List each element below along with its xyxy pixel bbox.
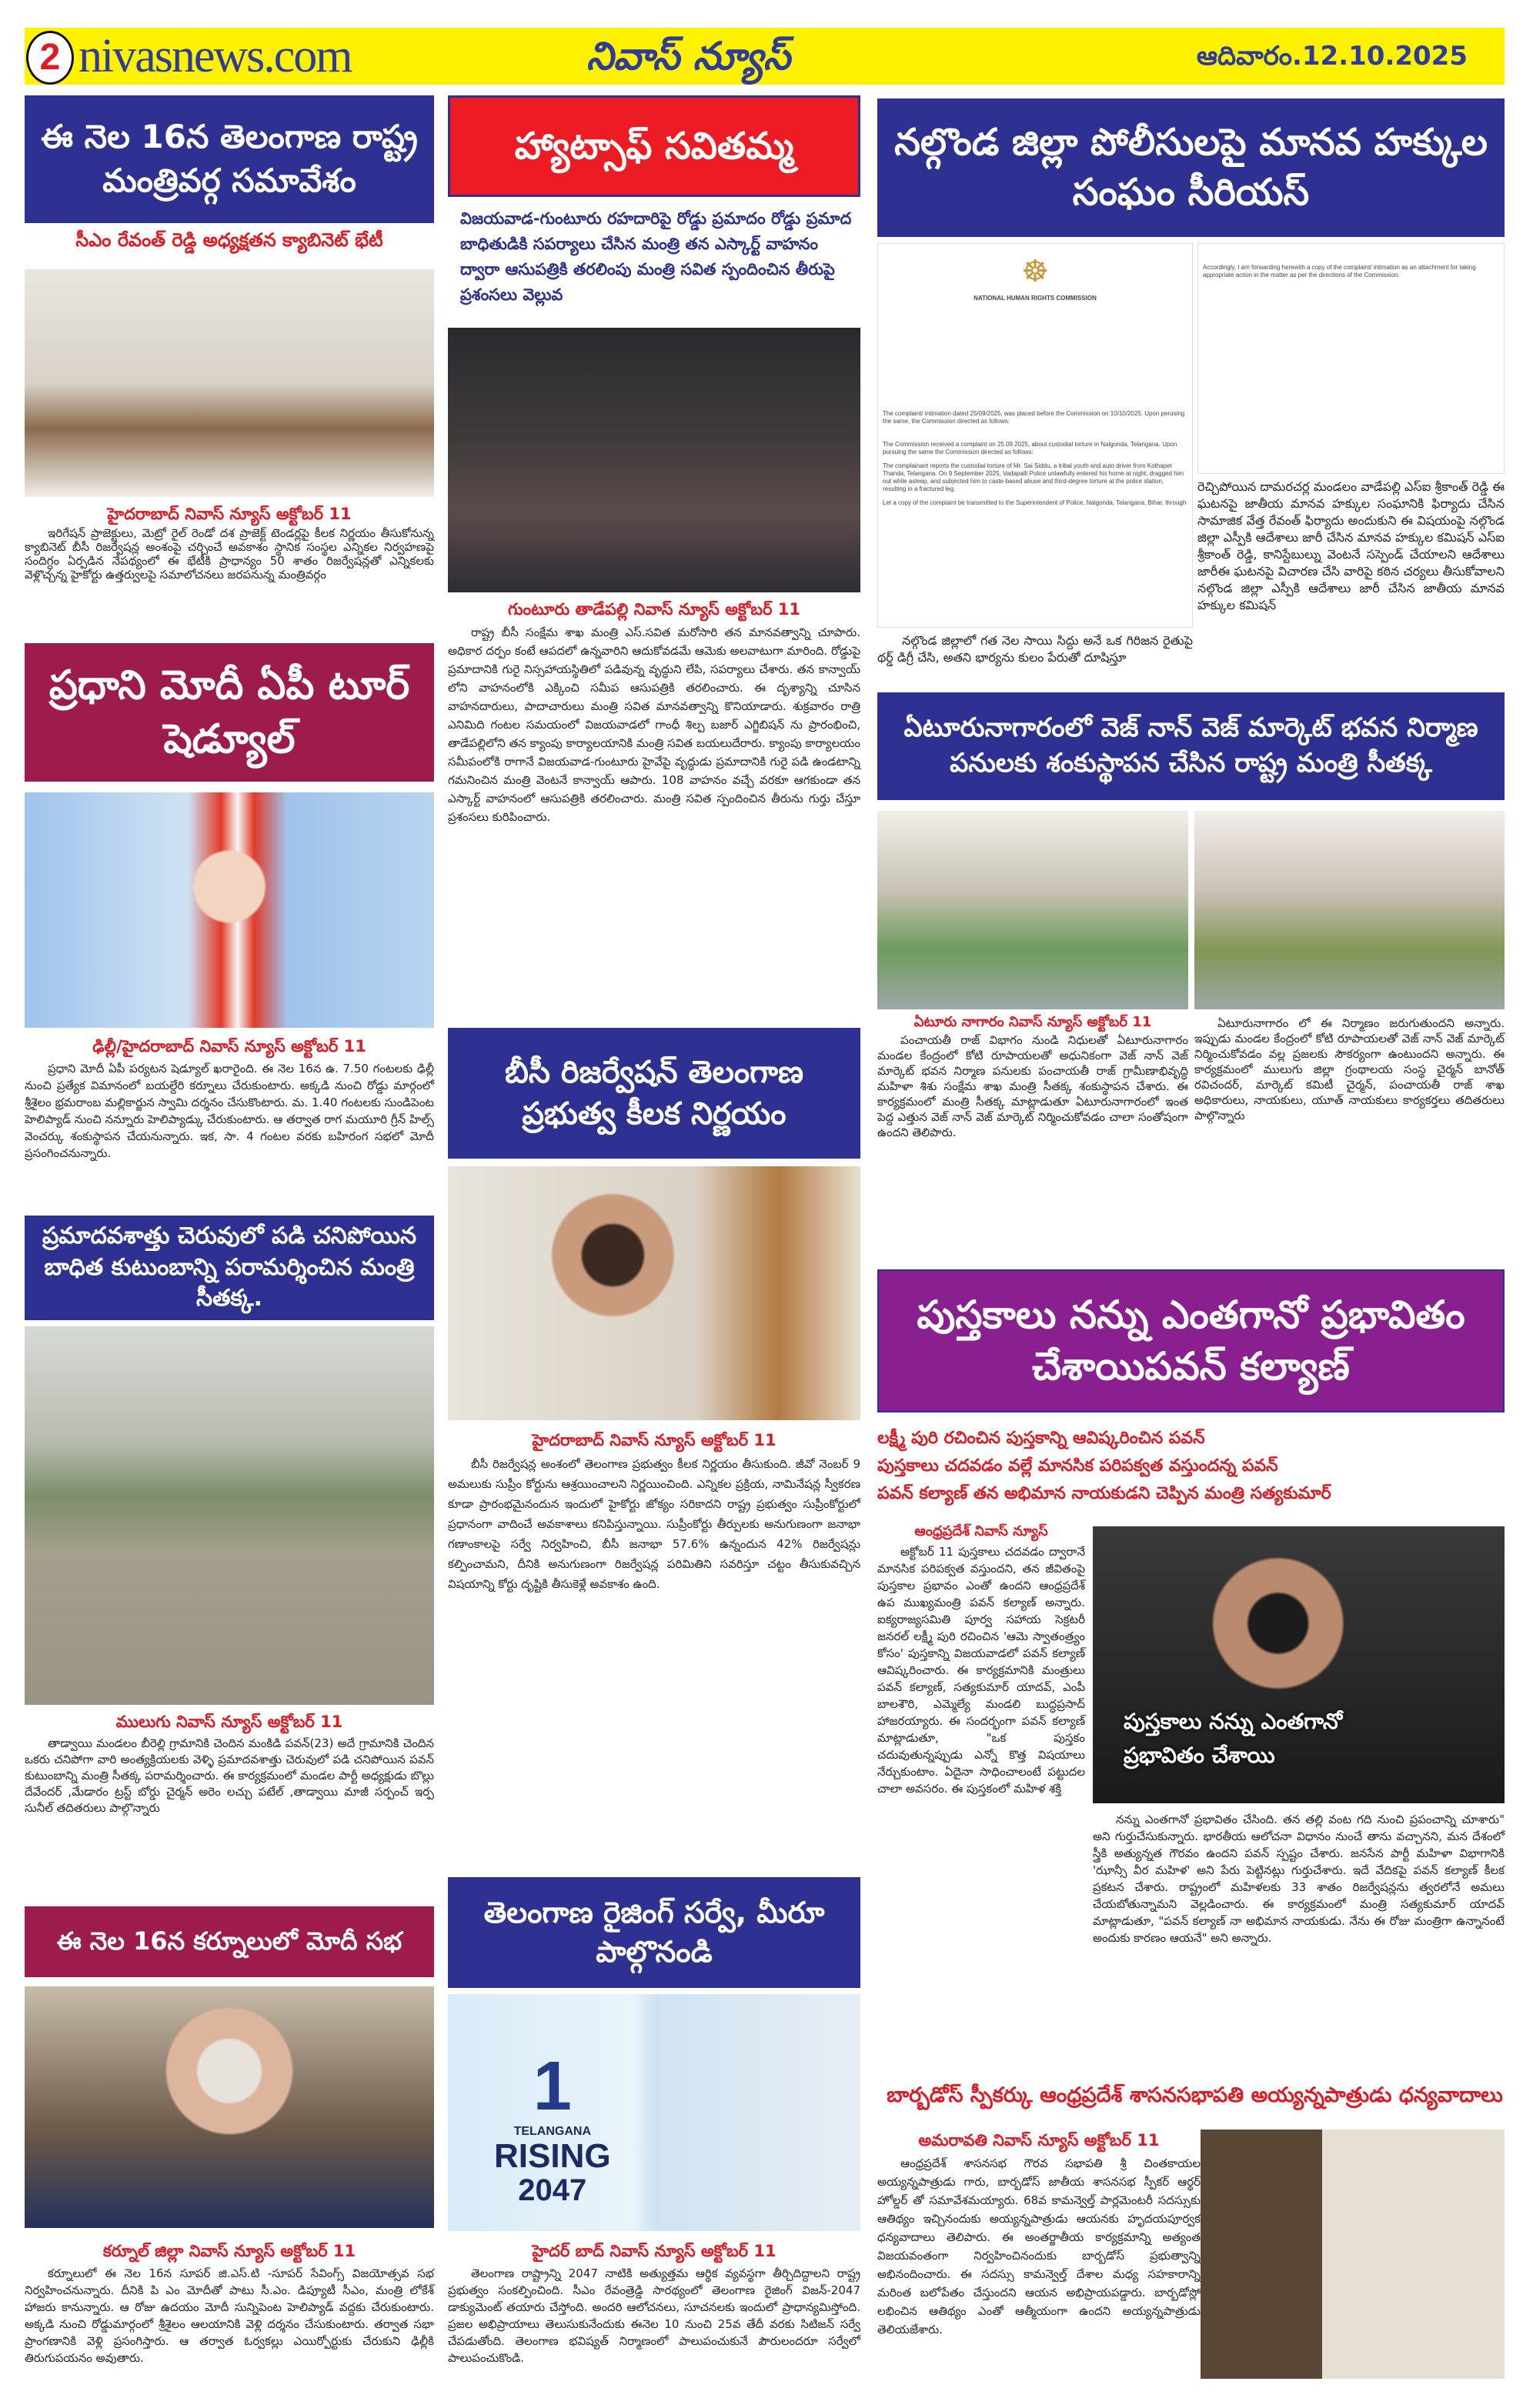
masthead: [25, 28, 1505, 85]
dateline: అమరావతి నివాస్ న్యూస్ అక్టోబర్ 11: [918, 2131, 1160, 2150]
dateline: కర్నూల్ జిల్లా నివాస్ న్యూస్ అక్టోబర్ 11: [102, 2242, 356, 2260]
nhrc-para: The Commission received a complaint on 25.09.2025, about custodial torture in Nalgonda, Telangana. Upon pursuing the same the Commission directed as follows:: [883, 441, 1177, 455]
nhrc-org-name: NATIONAL HUMAN RIGHTS COMMISSION: [974, 295, 1097, 302]
nhrc-letter-page2-image: [1197, 243, 1505, 474]
article-body: ఆంధ్రప్రదేశ్ శాసనసభ గౌరవ సభాపతి శ్రీ చింతకాయల అయ్యన్నపాత్రుడు గారు, బార్బడోస్ జాతీయ శాసనసభ స్పీకర్ ఆర్థర్ హోల్డర్ తో సమావేశమయ్యారు. 68వ కామన్వెల్త్ పార్లమెంటరీ సదస్సుకు ఆతిథ్యం ఇచ్చినందుకు అయ్యన్నపాత్రుడు ఆయనకు హృదయపూర్వక ధన్యవాదాలు తెలిపారు. ఈ అంతర్జాతీయ కార్యక్రమాన్ని అత్యంత విజయవంతంగా నిర్వహించినందుకు బార్బడోస్ ప్రభుత్వాన్ని అభినందించారు. ఈ సదస్సు కామన్వెల్త్ దేశాల మధ్య సహకారాన్ని మరింత బలోపేతం చేస్తుందని ఆయన అభిప్రాయపడ్డారు. బార్బడోస్లో లభించిన ఆతిథ్యం ఎంతో ఆత్మీయంగా ఉందని అయ్యన్నపాత్రుడు తెలియజేశారు.: [877, 2156, 1201, 2336]
dateline: ఢిల్లీ/హైదరాబాద్ నివాస్ న్యూస్ అక్టోబర్ 11: [92, 1037, 366, 1056]
telangana-rising-image: [448, 1994, 860, 2231]
article-body: ఇరిగేషన్ ప్రాజెక్టులు, మెట్రో రైల్ రెండో దశ ప్రాజెక్ట్ టెండర్లపై కీలక నిర్ణయం తీసుకోనున్న క్యాబినెట్ బీసీ రిజర్వేషన్ల అంశంపై చర్చించే అవకాశం స్థానిక సంస్థల ఎన్నికల నిర్వహణపై సందిగ్ధం ఏర్పడిన నేపథ్యంలో ఈ భేటీకి ప్రాధాన్యం 50 శాతం రిజర్వేషన్లతో ఎన్నికలకు వెళ్లొచ్చన్న హైకోర్టు ఉత్తర్వులపై సమాలోచనలు జరపనున్న మంత్రివర్గం: [25, 526, 434, 582]
dateline: హైదర్ బాద్ నివాస్ న్యూస్ అక్టోబర్ 11: [532, 2242, 777, 2260]
article-body: తాడ్వాయి మండలం బీరెల్లి గ్రామానికి చెందిన మంకిడి పవన్(23) అదే గ్రామానికి చెందిన ఒకరు చనిపోగా వారి అంత్యక్రియలకు వెళ్ళి ప్రమాదవశాత్తు చెరువులో పడి చనిపోయిన పవన్ కుటుంబాన్ని మంత్రి సీతక్క పరామర్శించారు. ఈ కార్యక్రమంలో మండల పార్టీ అధ్యక్షుడు బొల్లు దేవేందర్ ,మేడారం ట్రస్ట్ బోర్డు చైర్మన్ అరెం లచ్చు పటేల్ ,తాడ్వాయి మాజీ సర్పంచ్ ఇర్ప సునీల్ తదితరులు పాల్గొన్నారు: [25, 1736, 434, 1815]
dateline: ఆంధ్రప్రదేశ్ నివాస్ న్యూస్: [914, 1523, 1048, 1539]
seethakka-speech-photo: [877, 811, 1188, 1009]
headline-bc-reservation: బీసీ రిజర్వేషన్ తెలంగాణ ప్రభుత్వ కీలక నిర్ణయం: [448, 1028, 860, 1159]
article-body: ప్రధాని మోదీ ఏపీ పర్యటన షెడ్యూల్ ఖరారైంది. ఈ నెల 16న ఉ. 7.50 గంటలకు ఢిల్లీ నుంచి ప్రత్యేక విమానంలో బయల్దేరి కర్నూలు చేరుకుంటారు. అక్కడి నుంచి రోడ్డు మార్గంలో శ్రీశైలం భ్రమరాంబ మల్లికార్జున స్వామి దర్శనం చేసుకొంటారు. మ. 1.40 గంటలకు సుండిపెంట హెలిప్యాడ్ నుంచి నన్నూరు హెలిప్యాడ్కు చేరుకుంటారు. ఆ తర్వాత రాగ మయూరి గ్రీన్ హిల్స్ వెంచర్కు శంకుస్థాపన చేయనున్నారు. ఇక, సా. 4 గంటల వరకు బహిరంగ సభలో మోదీ ప్రసంగించనున్నారు.: [25, 1062, 434, 1160]
road-accident-photo: [448, 328, 860, 592]
headline-nhrc-nalgonda: నల్గొండ జిల్లా పోలీసులపై మానవ హక్కుల సంఘం సీరియస్: [877, 98, 1505, 237]
headline-modi-kurnool-rally: ఈ నెల 16న కర్నూలులో మోదీ సభ: [25, 1906, 434, 1977]
subhead-savitha: విజయవాడ-గుంటూరు రహదారిపై రోడ్డు ప్రమాదం రోడ్డు ప్రమాద బాధితుడికి సపర్యాలు చేసిన మంత్రి తన ఎస్కార్ట్ వాహనం ద్వారా ఆసుపత్రికి తరలింపు మంత్రి సవిత స్పందించిన తీరుపై ప్రశంసలు వెల్లువ: [460, 209, 852, 304]
speakers-meeting-photo: [1201, 2130, 1505, 2379]
foundation-stone-photo: [1194, 811, 1505, 1009]
revanth-reddy-photo: [448, 1166, 860, 1420]
dateline: ఏటూరు నాగారం నివాస్ న్యూస్ అక్టోబర్ 11: [913, 1014, 1152, 1030]
pawan-sublines: [877, 1425, 1505, 1508]
nhrc-para: The complainant reports the custodial torture of Mr. Sai Siddu, a tribal youth and auto driver from Kothapet Thanda, Telangana. On 9 September 2025, Vadapalli Police unlawfully entered his home at night, dragged him out while asleep, and subjected him to caste-based abuse and third-degree torture at the police station, resulting in a fractured leg.: [883, 462, 1184, 492]
site-name: nivasnews.com: [78, 30, 352, 82]
nhrc-letter-image: [877, 243, 1193, 628]
rising-logo-top: TELANGANA: [513, 2125, 591, 2138]
article-body: ఏటూరునాగారం లో ఈ నిర్మాణం జరుగుతుందని అన్నారు. ఇప్పుడు మండల కేంద్రంలో కోటి రూపాయలతో వెజ్ నాన్ వెజ్ మార్కెట్ నిర్మించుకోవడం వల్ల ప్రజలకు సౌకర్యంగా ఉంటుందని అన్నారు. ఈ కార్యక్రమంలో ములుగు జిల్లా గ్రంథాలయ సంస్థ చైర్మన్ బానోత్ రవిచందర్, మార్కెట్ కమిటీ చైర్మన్, పంచాయతీ రాజ్ శాఖ అధికారులు, నాయకులు, యూత్ నాయకులు కార్యకర్తలు తదితరులు పాల్గొన్నారు: [1194, 1016, 1505, 1122]
nhrc-para: The complaint/ intimation dated 25/09/2025, was placed before the Commission on 10/10/2025. Upon perusing the same, the Commission directed as follows:: [883, 410, 1185, 425]
modi-portrait-photo: [25, 1986, 434, 2228]
village-visit-photo: [25, 1326, 434, 1705]
nhrc-para: Let a copy of the complaint be transmitted to the Superintendent of Police, Nalgonda, Telangana, Bihar, through: [883, 499, 1187, 506]
rising-logo-middle: RISING: [494, 2137, 611, 2175]
headline-modi-ap-tour: ప్రధాని మోదీ ఏపీ టూర్ షెడ్యూల్: [25, 643, 434, 782]
headline-eturnagaram-market: ఏటూరునాగారంలో వెజ్ నాన్ వెజ్ మార్కెట్ భవన నిర్మాణ పనులకు శంకుస్థాపన చేసిన రాష్ట్ర మంత్రి సీతక్క: [877, 692, 1505, 800]
headline-telangana-rising-survey: తెలంగాణ రైజింగ్ సర్వే, మీరూ పాల్గొనండి: [448, 1877, 860, 1988]
headline-ayyanna-barbados: బార్బడోస్ స్పీకర్కు ఆంధ్రప్రదేశ్ శాసనసభాపతి అయ్యన్నపాత్రుడు ధన్యవాదాలు: [887, 2083, 1503, 2107]
headline-hatsoff-savitamma: హ్యాట్సాఫ్ సవితమ్మ: [448, 95, 860, 197]
dateline: హైదరాబాద్ నివాస్ న్యూస్ అక్టోబర్ 11: [532, 1431, 777, 1449]
article-body: తెలంగాణ రాష్ట్రాన్ని 2047 నాటికి అత్యుత్తమ ఆర్థిక వ్యవస్థగా తీర్చిదిద్దాలని రాష్ట్ర ప్రభుత్వం సంకల్పించింది. సీఎం రేవంత్రెడ్డి సారథ్యంలో తెలంగాణ రైజింగ్ విజన్-2047 డాక్యుమెంట్ తయారు చేస్తోంది. అందరి ఆలోచనలు, సూచనలకు ఇందులో ప్రాధాన్యమిస్తోంది. ప్రజల అభిప్రాయాలు తెలుసుకునేందుకు ఈనెల 10 నుంచి 25వ తేదీ వరకు సిటిజన్ సర్వే చేపడుతోంది. తెలంగాణ భవిష్యత్ నిర్మాణంలో పాలుపంచుకునే పౌరులందరూ సర్వేలో పాలుపంచుకొండి.: [448, 2266, 860, 2365]
subline: పవన్ కల్యాణ్ తన అభిమాన నాయకుడని చెప్పిన మంత్రి సత్యకుమార్: [877, 1484, 1331, 1503]
headline-pawan-books: పుస్తకాలు నన్ను ఎంతగానో ప్రభావితం చేశాయిపవన్ కల్యాణ్: [877, 1269, 1505, 1412]
article-body: నల్గొండ జిల్లాలో గత నెల సాయి సిద్దు అనే ఒక గిరిజన రైతుపై థర్డ్ డిగ్రీ చేసి, అతని భార్యను కులం పేరుతో దూషిస్తూ: [877, 633, 1193, 665]
article-body: కర్నూలులో ఈ నెల 16న సూపర్ జి.ఎస్.టి -సూపర్ సేవింగ్స్ విజయోత్సవ సభ నిర్వహించనున్నారు. దీనికి పి ఎం మోదీతో పాటు సీ.ఎం. డిప్యూటీ సీఎం, మంత్రి లోకేశ్ హాజరు కానున్నారు. ఆ రోజు ఉదయం మోదీ సున్నిపెంట హెలిప్యాడ్ వద్దకు చేరుకుంటారు. అక్కడి నుంచి రోడ్డుమార్గంలో శ్రీశైలం ఆలయానికి వెళ్లి దర్శనం చేసుకుంటారు. తర్వాత సభా ప్రాంగణానికి వెళ్లి ప్రసంగిస్తారు. ఆ తర్వాత ఓర్వకల్లు ఎయిర్పోర్టుకు చేరుకుని ఢిల్లీకి తిరుగుపయనం అవుతారు.: [25, 2266, 434, 2365]
dateline: గుంటూరు తాడేపల్లి నివాస్ న్యూస్ అక్టోబర్ 11: [508, 600, 800, 619]
article-body: రెచ్చిపోయిన దామరచర్ల మండలం వాడేపల్లి ఎస్ఐ శ్రీకాంత్ రెడ్డి ఈ ఘటనపై జాతీయ మానవ హక్కుల సంఘానికి ఫిర్యాదు చేసిన సామాజిక వేత్త రేవంత్ ఫిర్యాదు అందుకుని ఈ విషయంపై నల్గొండ జిల్లా ఎస్పీకి ఆదేశాలు జారీ చేసిన మానవ హక్కుల కమిషన్ ఎస్ఐ శ్రీకాంత్ రెడ్డి, కానిస్టేబుల్ను వెంటనే సస్పెండ్ చేయాలని ఆదేశాలు జారీఈ ఘటనపై విచారణ చేసి వారిపై కఠిన చర్యలు తీసుకోవాలని నల్గొండ జిల్లా ఎస్పీకి ఆదేశాలు జారీ చేసిన జాతీయ మానవ హక్కుల కమిషన్: [1197, 479, 1505, 612]
article-body: పంచాయతీ రాజ్ విభాగం నుండి నిధులతో ఏటూరునాగారం మండల కేంద్రంలో కోటి రూపాయలతో అధునికంగా వెజ్ నాన్ వెజ్ మార్కెట్ భవన నిర్మాణ పనులకు పంచాయతీ రాజ్ గ్రామీణాభివృద్ధి మహిళా శిశు సంక్షేమ శాఖ మంత్రి సీతక్క శంకుస్థాపన చేశారు. ఈ కార్యక్రమంలో మంత్రి సీతక్క మాట్లాడుతూ ఏటూరునాగారంలో ఇంత పెద్ద ఎత్తున వెజ్ నాన్ వెజ్ మార్కెట్ నిర్మించుకోవడం చాలా సంతోషంగా ఉందని తెలిపారు.: [877, 1033, 1188, 1139]
telangana-rising-logo: [494, 2048, 611, 2206]
modi-waving-photo: [25, 792, 434, 1028]
subline: లక్ష్మీ పురి రచించిన పుస్తకాన్ని ఆవిష్కరించిన పవన్: [877, 1429, 1205, 1448]
dateline: హైదరాబాద్ నివాస్ న్యూస్ అక్టోబర్ 11: [107, 505, 352, 523]
subhead-cabinet: సీఎం రేవంత్ రెడ్డి అధ్యక్షతన క్యాబినెట్ భేటీ: [75, 229, 383, 251]
article-body: రాష్ట్ర బీసీ సంక్షేమ శాఖ మంత్రి ఎస్.సవిత మరోసారి తన మానవత్వాన్ని చూపారు. అధికార దర్పం కంటే ఆపదలో ఉన్నవారిని ఆదుకోవడమే ఆమెకు అలవాటుగా మారింది. రోడ్డుపై ప్రమాదానికి గురై నిస్సహాయస్థితిలో పడివున్న వృద్ధుని లేపి, సపర్యాలు చేశారు. తన కాన్వాయ్ లోని వాహనంలోకి ఎక్కించి సమీప ఆసుపత్రికి తరలించారు. ఈ దృశ్యాన్ని చూసిన వాహనదారులు, పాదాచారులు మంత్రి సవిత మానవత్వాన్ని కొనియాడారు. శుక్రవారం రాత్రి ఎనిమిది గంటల సమయంలో విజయవాడలో గాంధీ శిల్ప బజార్ ఎగ్జిబిషన్ ను ప్రారంభించి, తాడేపల్లిలోని తన క్యాంపు కార్యాలయానికి మంత్రి సవిత బయలుదేరారు. క్యాంపు కార్యాలయం సమీపంలోకి రాగానే విజయవాడ-గుంటూరు హైవేపై వృద్ధుడు ప్రమాదానికి గురై పడి ఉండటాన్ని గమనించిన మంత్రి వెంటనే కాన్వాయ్ ఆపారు. 108 వాహనం వచ్చే వరకూ ఆగకుండా తన ఎస్కార్ట్ వాహనంలో ఆసుపత్రికి తరలించారు. మంత్రి సవిత స్పందించిన తీరును గుర్తు చేస్తూ ప్రశంసలు కురిపించారు.: [448, 625, 860, 824]
headline-seethakka-condolence: ప్రమాదవశాత్తు చెరువులో పడి చనిపోయిన బాధిత కుటుంబాన్ని పరామర్శించిన మంత్రి సీతక్క.: [25, 1216, 434, 1320]
page-number-badge: 2: [26, 31, 74, 85]
issue-date: ఆదివారం.12.10.2025: [1196, 41, 1468, 72]
article-body: అక్టోబర్ 11 పుస్తకాలు చదవడం ద్వారానే మానసిక పరిపక్వత వస్తుందని, తన జీవితంపై పుస్తకాల ప్రభావం ఎంతో ఉందని ఆంధ్రప్రదేశ్ ఉప ముఖ్యమంత్రి పవన్ కల్యాణ్ అన్నారు. ఐక్యరాజ్యసమితి పూర్వ సహాయ సెక్రటరీ జనరల్ లక్ష్మీ పురి రచించిన 'ఆమె స్వాతంత్ర్యం కోసం' పుస్తకాన్ని విజయవాడలో పవన్ కల్యాణ్ ఆవిష్కరించారు. ఈ కార్యక్రమానికి మంత్రులు పవన్ కల్యాణ్, సత్యకుమార్ యాదవ్, ఎంపీ బాలశౌరి, ఎమ్మెల్యే మండలి బుద్ధప్రసాద్ హాజరయ్యారు. ఈ సందర్భంగా పవన్ కల్యాణ్ మాట్లాడుతూ, "ఒక పుస్తకం చదువుతున్నప్పుడు ఎన్నో కొత్త విషయాలు నేర్చుకుంటాం. ఏదైనా సాధించాలంటే పట్టుదల చాలా అవసరం. ఈ పుస్తకంలో మహిళ శక్తి: [877, 1545, 1085, 1796]
rising-logo-year: 2047: [518, 2173, 587, 2207]
cabinet-meeting-photo: [25, 269, 434, 497]
article-body: నన్ను ఎంతగానో ప్రభావితం చేసింది. తన తల్లి వంట గది నుంచి ప్రపంచాన్ని చూశారు" అని గుర్తుచేసుకున్నారు. భారతీయ ఆలోచనా విధానం నుంచే తాను వచ్చానని, మన దేశంలో స్త్రీకి అత్యున్నత గౌరవం ఉందని పవన్ స్పష్టం చేశారు. జనసేన పార్టీ మహిళా విభాగానికి 'ఝాన్సీ వీర మహిళ' అని పేరు పెట్టినట్లు గుర్తుచేశారు. ఇదే వేదికపై పవన్ కల్యాణ్ కీలక ప్రకటన చేశారు. రాష్ట్రంలో మహిళలకు 33 శాతం రిజర్వేషన్లను త్వరలోనే అమలు చేయబోతున్నామని వెల్లడించారు. ఈ కార్యక్రమంలో మంత్రి సత్యకుమార్ యాదవ్ మాట్లాడుతూ, "పవన్ కల్యాణ్ నా అభిమాన నాయకుడు. నేను ఈ రోజు మంత్రిగా ఉన్నానంటే అందుకు కారణం ఆయనే" అని అన్నారు.: [1093, 1813, 1505, 1945]
brand-logo: నివాస్ న్యూస్: [586, 34, 790, 78]
subline: పుస్తకాలు చదవడం వల్లే మానసిక పరిపక్వత వస్తుందన్న పవన్: [877, 1456, 1278, 1476]
rising-one-glyph: 1: [533, 2048, 572, 2125]
pawan-kalyan-photo: [1093, 1526, 1505, 1803]
headline-cabinet-meeting: ఈ నెల 16న తెలంగాణ రాష్ట్ర మంత్రివర్గ సమావేశం: [25, 95, 434, 223]
dateline: ములుగు నివాస్ న్యూస్ అక్టోబర్ 11: [115, 1713, 343, 1731]
nhrc-para: Accordingly, I am forwarding herewith a copy of the complaint/ intimation as an attachment for taking appropriate action in the matter as per the directions of the Commission.: [1203, 264, 1476, 278]
article-body: బీసీ రిజర్వేషన్ల అంశంలో తెలంగాణ ప్రభుత్వం కీలక నిర్ణయం తీసుకుంది. జీవో నెంబర్ 9 అమలుకు సుప్రీం కోర్టును ఆశ్రయించాలని నిర్ణయించింది. ఎన్నికల ప్రక్రియ, నామినేషన్ల స్వీకరణ కూడా ప్రారంభమైనందున ఇందులో హైకోర్టు జోక్యం సరికాదని రాష్ట్ర ప్రభుత్వం సుప్రీంకోర్టులో ప్రధానంగా వాదించే అవకాశాలు కనిపిస్తున్నాయి. సుప్రీంకోర్టు తీర్పులకు అనుగుణంగా జనాభా గణాంకాలపై సర్వే నిర్వహించి, బీసీ జనాభా 57.6% ఉన్నందున 42% రిజర్వేషన్లు కల్పించామని, దీనికి అనుగుణంగా రిజర్వేషన్ల పరిమితిని సవరిస్తూ చట్టం తీసుకువచ్చిన విషయాన్ని కోర్టు దృష్టికి తీసుకెళ్లే అవకాశం ఉంది.: [448, 1457, 860, 1591]
nhrc-emblem-icon: ☸: [1021, 255, 1049, 288]
photo-caption: పుస్తకాలు నన్ను ఎంతగానో ప్రభావితం చేశాయి: [1124, 1709, 1343, 1768]
